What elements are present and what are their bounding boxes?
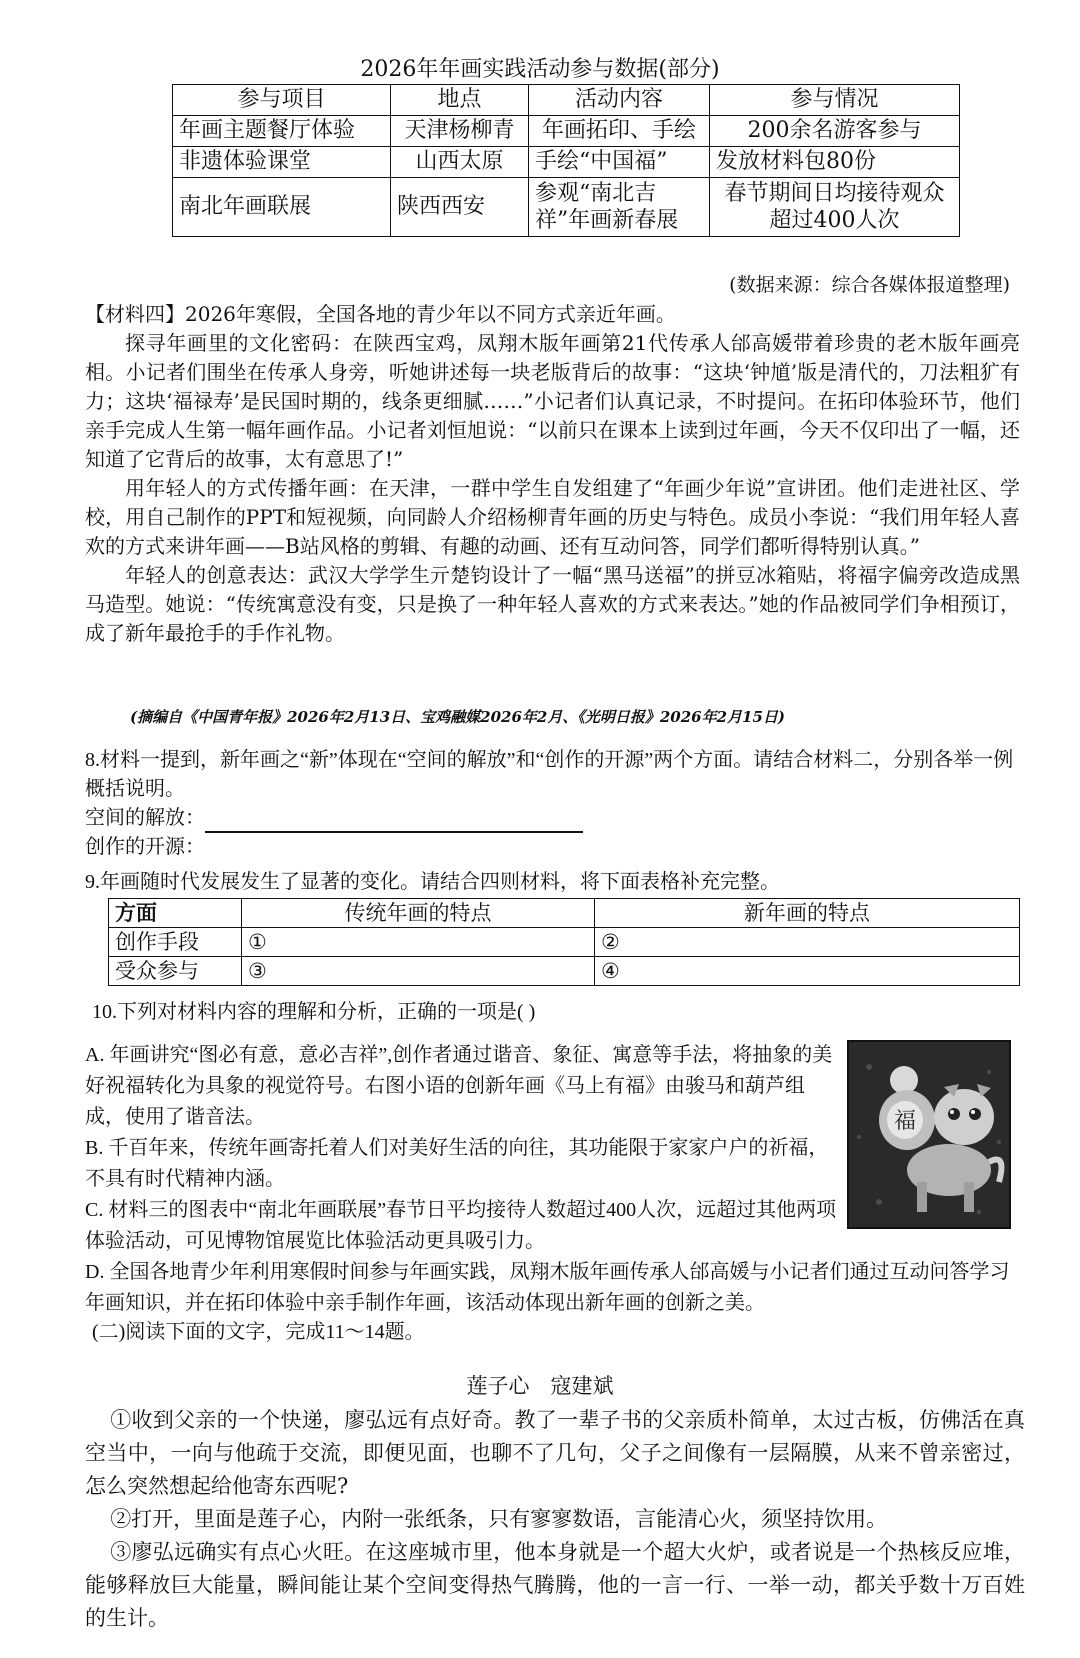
table-cell: 参观“南北吉祥”年画新春展 (529, 178, 710, 237)
table-cell: 200余名游客参与 (710, 116, 960, 147)
table-cell: 南北年画联展 (173, 178, 391, 237)
question-9-text: 9.年画随时代发展发生了显著的变化。请结合四则材料，将下面表格补充完整。 (85, 871, 780, 893)
table-header-row (109, 899, 1020, 928)
table-cell: 天津杨柳青 (391, 116, 529, 147)
table-row (173, 116, 960, 147)
material4-intro: 【材料四】2026年寒假，全国各地的青少年以不同方式亲近年画。 (85, 302, 676, 326)
answer-slot[interactable]: ④ (595, 957, 1020, 986)
table-header-cell: 新年画的特点 (595, 899, 1020, 928)
table-cell: 年画拓印、手绘 (529, 116, 710, 147)
option-b: B. 千百年来，传统年画寄托着人们对美好生活的向往，其功能限于家家户户的祈福，不具有时代精神内涵。 (85, 1137, 829, 1190)
table-cell: 创作手段 (109, 928, 242, 957)
table-row (109, 957, 1020, 986)
question-8-text: 8.材料一提到，新年画之“新”体现在“空间的解放”和“创作的开源”两个方面。请结合材料二，分别各举一例概括说明。 (85, 749, 1014, 800)
table-cell: 非遗体验课堂 (173, 147, 391, 178)
table-row (173, 178, 960, 237)
table-cell: 发放材料包80份 (710, 147, 960, 178)
story-body (85, 1404, 1025, 1635)
question-10-text: 10.下列对材料内容的理解和分析，正确的一项是( ) (92, 1001, 536, 1023)
table-cell: 山西太原 (391, 147, 529, 178)
option-a: A. 年画讲究“图必有意，意必吉祥”,创作者通过谐音、象征、寓意等手法，将抽象的美好祝福转化为具象的视觉符号。右图小语的创新年画《马上有福》由骏马和葫芦组成，使用了谐音法。 (85, 1044, 833, 1128)
material4-block (85, 300, 1020, 648)
fu-character: 福 (893, 1109, 917, 1134)
blank-label-creation: 创作的开源： (85, 836, 205, 858)
answer-line[interactable] (205, 813, 583, 833)
table-row (109, 928, 1020, 957)
table-row (173, 147, 960, 178)
question-10-options (85, 1040, 840, 1257)
table-header-cell: 方面 (109, 899, 242, 928)
table-header-cell: 参与项目 (173, 85, 391, 116)
story-paragraph: ②打开，里面是莲子心，内附一张纸条，只有寥寥数语，言能清心火，须坚持饮用。 (110, 1507, 888, 1531)
option-d: D. 全国各地青少年利用寒假时间参与年画实践，凤翔木版年画传承人邰高媛与小记者们通过互动问答学习年画知识，并在拓印体验中亲手制作年画，该活动体现出新年画的创新之美。 (85, 1261, 1010, 1314)
option-c: C. 材料三的图表中“南北年画联展”春节日平均接待人数超过400人次，远超过其他两项体验活动，可见博物馆展览比体验活动更具吸引力。 (85, 1199, 837, 1252)
comparison-table (108, 898, 1020, 986)
answer-slot[interactable]: ① (242, 928, 595, 957)
material4-paragraph: 年轻人的创意表达：武汉大学学生亓楚钧设计了一幅“黑马送福”的拼豆冰箱贴，将福字偏旁改造成黑马造型。她说：“传统寓意没有变，只是换了一种年轻人喜欢的方式来表达。”她的作品被同学们争相预订，成了新年最抢手的手作礼物。 (85, 563, 1020, 645)
horse-gourd-nianhua-image (847, 1040, 1011, 1229)
table-cell: 陕西西安 (391, 178, 529, 237)
material4-paragraph: 探寻年画里的文化密码：在陕西宝鸡，凤翔木版年画第21代传承人邰高媛带着珍贵的老木版年画亮相。小记者们围坐在传承人身旁，听她讲述每一块老版背后的故事：“这块‘钟馗’版是清代的，刀法粗犷有力；这块‘福禄寿’是民国时期的，线条更细腻……”小记者们认真记录，不时提问。在拓印体验环节，他们亲手完成人生第一幅年画作品。小记者刘恒旭说：“以前只在课本上读到过年画，今天不仅印出了一幅，还知道了它背后的故事，太有意思了!” (85, 331, 1020, 471)
story-paragraph: ③廖弘远确实有点心火旺。在这座城市里，他本身就是一个超大火炉，或者说是一个热核反应堆，能够释放巨大能量，瞬间能让某个空间变得热气腾腾，他的一言一行、一举一动，都关乎数十万百姓的生计。 (85, 1540, 1025, 1630)
participation-table (172, 84, 960, 237)
table-cell: 春节期间日均接待观众超过400人次 (710, 178, 960, 237)
table1-title: 2026年年画实践活动参与数据(部分) (360, 57, 720, 82)
section-2-heading: (二)阅读下面的文字，完成11～14题。 (92, 1321, 425, 1343)
blank-label-space: 空间的解放： (85, 807, 205, 829)
story-title: 莲子心 寇建斌 (466, 1374, 614, 1398)
horse-gourd-illustration (849, 1042, 1009, 1227)
question-8 (85, 746, 1025, 862)
answer-slot[interactable]: ③ (242, 957, 595, 986)
material4-citation: (摘编自《中国青年报》2026年2月13日、宝鸡融媒2026年2月、《光明日报》2026年2月15日) (130, 708, 786, 726)
data-source-note: (数据来源：综合各媒体报道整理) (729, 274, 1010, 296)
table-header-row (173, 85, 960, 116)
table-header-cell: 活动内容 (529, 85, 710, 116)
table-cell: 年画主题餐厅体验 (173, 116, 391, 147)
table-cell: 手绘“中国福” (529, 147, 710, 178)
table-header-cell: 参与情况 (710, 85, 960, 116)
material4-paragraph: 用年轻人的方式传播年画：在天津，一群中学生自发组建了“年画少年说”宣讲团。他们走进社区、学校，用自己制作的PPT和短视频，向同龄人介绍杨柳青年画的历史与特色。成员小李说：“我们用年轻人喜欢的方式来讲年画——B站风格的剪辑、有趣的动画、还有互动问答，同学们都听得特别认真。” (85, 476, 1020, 558)
answer-slot[interactable]: ② (595, 928, 1020, 957)
story-paragraph: ①收到父亲的一个快递，廖弘远有点好奇。教了一辈子书的父亲质朴简单，太过古板，仿佛活在真空当中，一向与他疏于交流，即便见面，也聊不了几句，父子之间像有一层隔膜，从来不曾亲密过，怎么突然想起给他寄东西呢? (85, 1408, 1025, 1498)
table-cell: 受众参与 (109, 957, 242, 986)
table-header-cell: 传统年画的特点 (242, 899, 595, 928)
table-header-cell: 地点 (391, 85, 529, 116)
